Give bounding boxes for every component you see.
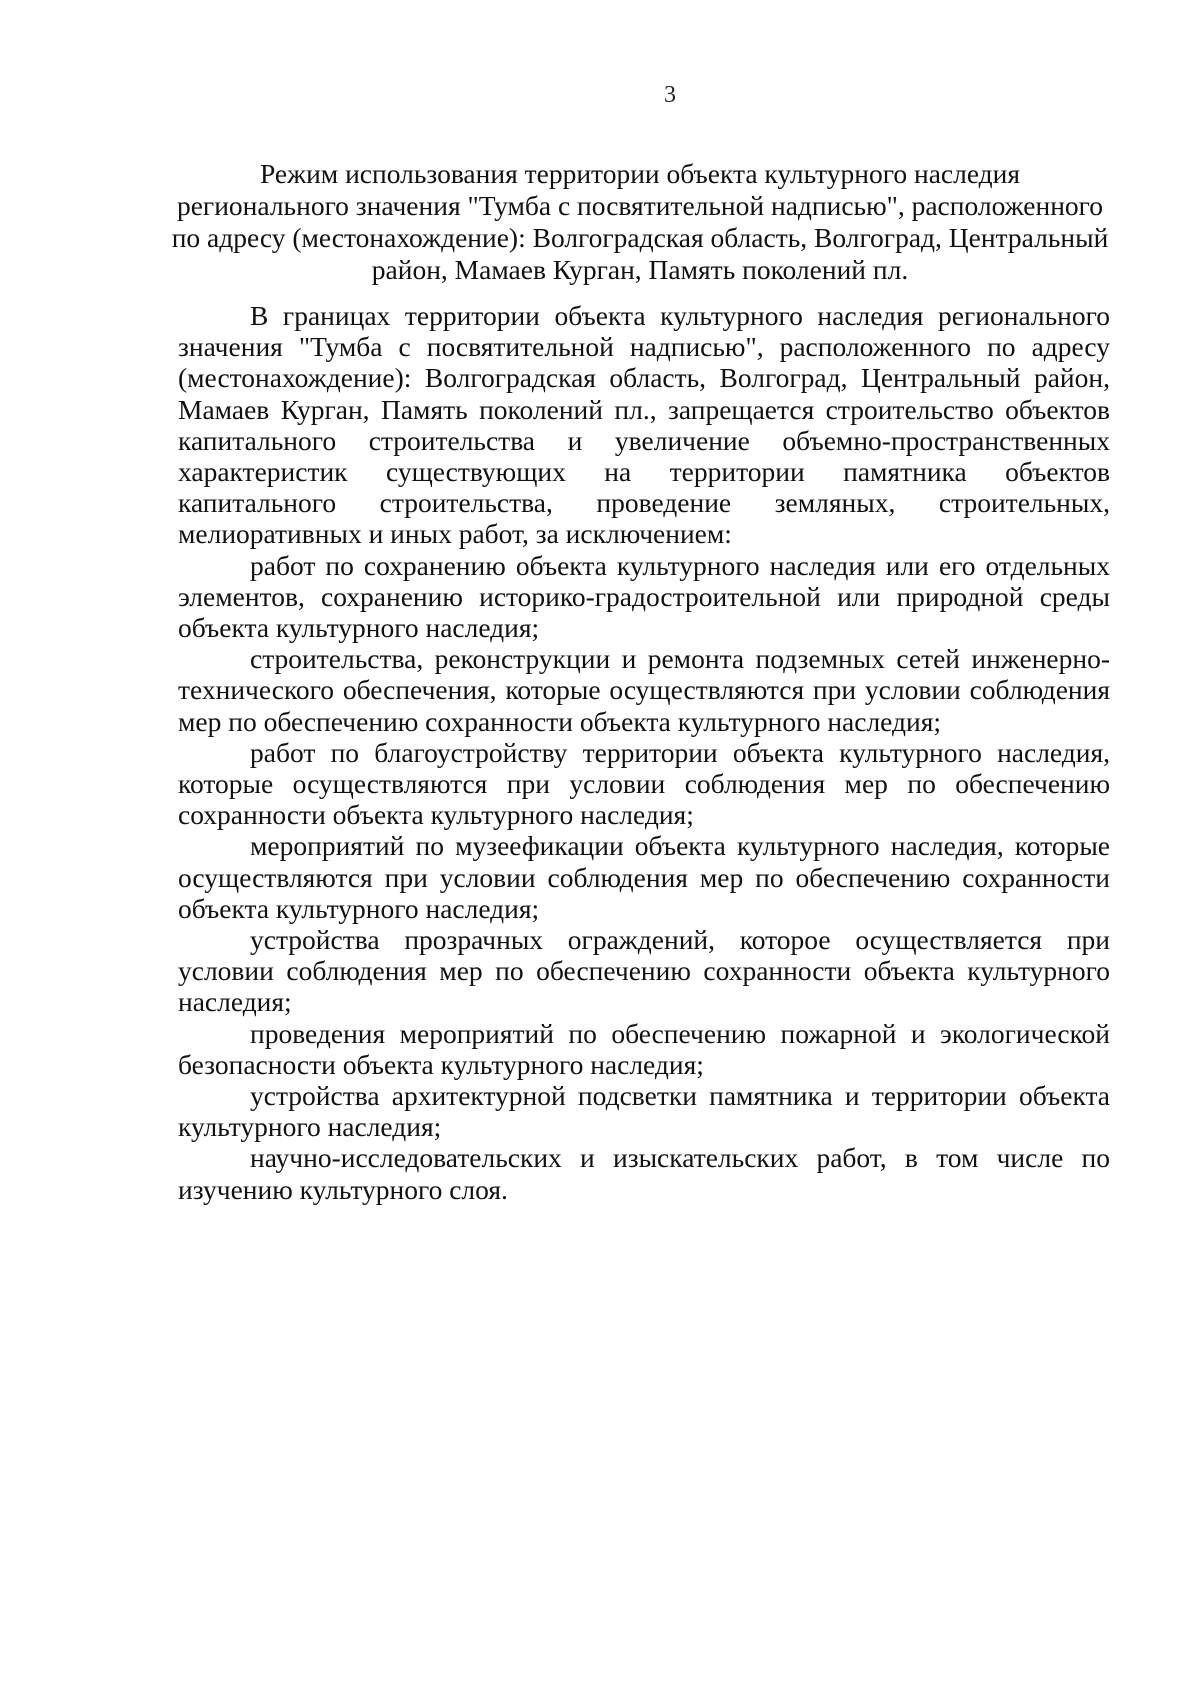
exception-item: строительства, реконструкции и ремонта подземных сетей инженерно-технического обеспечения, которые осуществляются при условии соблюдения мер по обеспечению сохранности объекта культурного наследия;	[178, 643, 1110, 737]
exception-item: устройства архитектурной подсветки памятника и территории объекта культурного наследия;	[178, 1080, 1110, 1143]
exception-item: проведения мероприятий по обеспечению пожарной и экологической безопасности объекта культурного наследия;	[178, 1017, 1110, 1080]
exception-item: устройства прозрачных ограждений, которое осуществляется при условии соблюдения мер по обеспечению сохранности объекта культурного наследия;	[178, 924, 1110, 1018]
document-body	[178, 300, 1110, 1205]
document-title	[160, 158, 1120, 286]
exception-item: научно-исследовательских и изыскательских работ, в том числе по изучению культурного слоя.	[178, 1142, 1110, 1205]
page-number: 3	[664, 82, 676, 108]
intro-paragraph: В границах территории объекта культурного наследия регионального значения "Тумба с посвятительной надписью", расположенного по адресу (местонахождение): Волгоградская область, Волгоград, Центральный район, Мамаев Курган, Память поколений пл., запрещается строительство объектов капитального строительства и увеличение объемно-пространственных характеристик существующих на территории памятника объектов капитального строительства, проведение земляных, строительных, мелиоративных и иных работ, за исключением:	[178, 300, 1110, 550]
title-line: Режим использования территории объекта культурного наследия	[259, 158, 1021, 189]
exception-item: работ по сохранению объекта культурного наследия или его отдельных элементов, сохранению историко-градостроительной или природной среды объекта культурного наследия;	[178, 549, 1110, 644]
title-line: регионального значения "Тумба с посвятительной надписью", расположенного	[176, 190, 1104, 221]
title-line: район, Мамаев Курган, Память поколений пл.	[371, 254, 909, 285]
exception-item: мероприятий по музеефикации объекта культурного наследия, которые осуществляются при условии соблюдения мер по обеспечению сохранности объекта культурного наследия;	[178, 830, 1110, 924]
title-line: по адресу (местонахождение): Волгоградская область, Волгоград, Центральный	[171, 222, 1109, 253]
exception-item: работ по благоустройству территории объекта культурного наследия, которые осуществляются при условии соблюдения мер по обеспечению сохранности объекта культурного наследия;	[178, 736, 1110, 831]
